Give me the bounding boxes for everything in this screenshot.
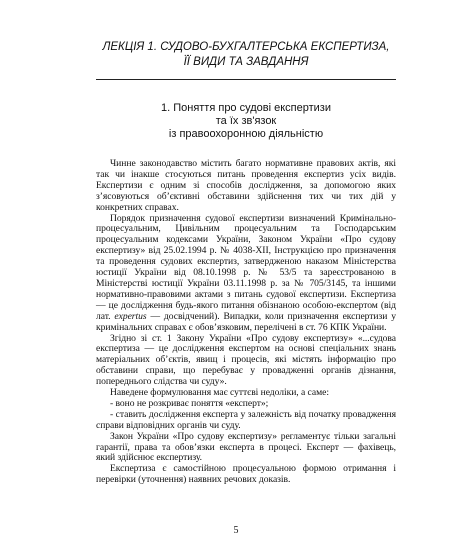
- lecture-title-line1: СУДОВО-БУХГАЛТЕРСЬКА ЕКСПЕРТИЗА,: [157, 41, 390, 53]
- paragraph-2: [96, 214, 396, 334]
- paragraph-6: - ставить дослідження експерта у залежність від початку провадження справи відповідних органів чи суду.: [96, 408, 396, 431]
- section-title: [96, 102, 396, 141]
- section-title-line2: та їх зв'язок: [215, 115, 277, 127]
- latin-term: expertus: [114, 310, 147, 322]
- paragraph-4: Наведене формулювання має суттєві недоліки, а саме:: [110, 387, 329, 399]
- paragraph-2-end: — досвідчений). Випадки, коли призначення експертизи у кримінальних справах є обов’язковим, перелічені в ст. 76 КПК України.: [96, 310, 396, 333]
- paragraph-1: Чинне законодавство містить багато нормативне правових актів, які так чи інакше стосуються питань проведення експертиз усіх видів. Експертизи є одним зі способів дослідження, за допомогою яких з’ясовуються об’єктивні обставини здійснення тих чи тих дій у конкретних справах.: [96, 158, 396, 213]
- paragraph-3: Згідно зі ст. 1 Закону України «Про судову експертизу» «...судова експертиза — це дослідження експертом на основі спеціальних знань матеріальних об’єктів, явищ і процесів, які містять інформацію про обставини справи, що перебуває у провадженні органів дізнання, попереднього слідства чи суду».: [96, 332, 396, 388]
- title-divider: [96, 79, 396, 80]
- paragraph-8: Експертиза є самостійною процесуальною формою отримання і перевірки (уточнення) наявних речових доказів.: [96, 463, 396, 486]
- section-title-line3: із правоохоронною діяльністю: [168, 128, 324, 140]
- lecture-title: [96, 40, 396, 70]
- page-number: 5: [233, 525, 239, 536]
- paragraph-2-start: Порядок призначення судової експертизи визначений Кримінально-процесуальним, Цивільним процесуальним та Господарським процесуальним кодексами України, Законом України «Про судову експертизу» від 25.02.1994 р. № 4038-XII, Інструкцією про призначення та проведення судових експертиз, затвердженою наказом Міністерства юстиції України від 08.10.1998 р. № 53/5 та зареєстрованою в Міністерстві юстиції України 03.11.1998 р. за № 705/3145, та іншими нормативно-правовими актами з питань судової експертизи. Експертиза — це дослідження будь-якого питання обізнаною особою-експертом (від лат.: [96, 212, 396, 322]
- paragraph-7: Закон України «Про судову експертизу» регламентує тільки загальні гарантії, права та обов’язки експерта в процесі. Експерт — фахівець, який здійснює експертизу.: [96, 430, 396, 464]
- lecture-prefix: ЛЕКЦІЯ 1.: [102, 41, 158, 53]
- body-text: [96, 159, 396, 486]
- paragraph-5: - воно не розкриває поняття «експерт»;: [110, 397, 269, 409]
- lecture-title-line2: ЇЇ ВИДИ ТА ЗАВДАННЯ: [183, 56, 309, 68]
- section-title-line1: 1. Поняття про судові експертизи: [160, 102, 331, 114]
